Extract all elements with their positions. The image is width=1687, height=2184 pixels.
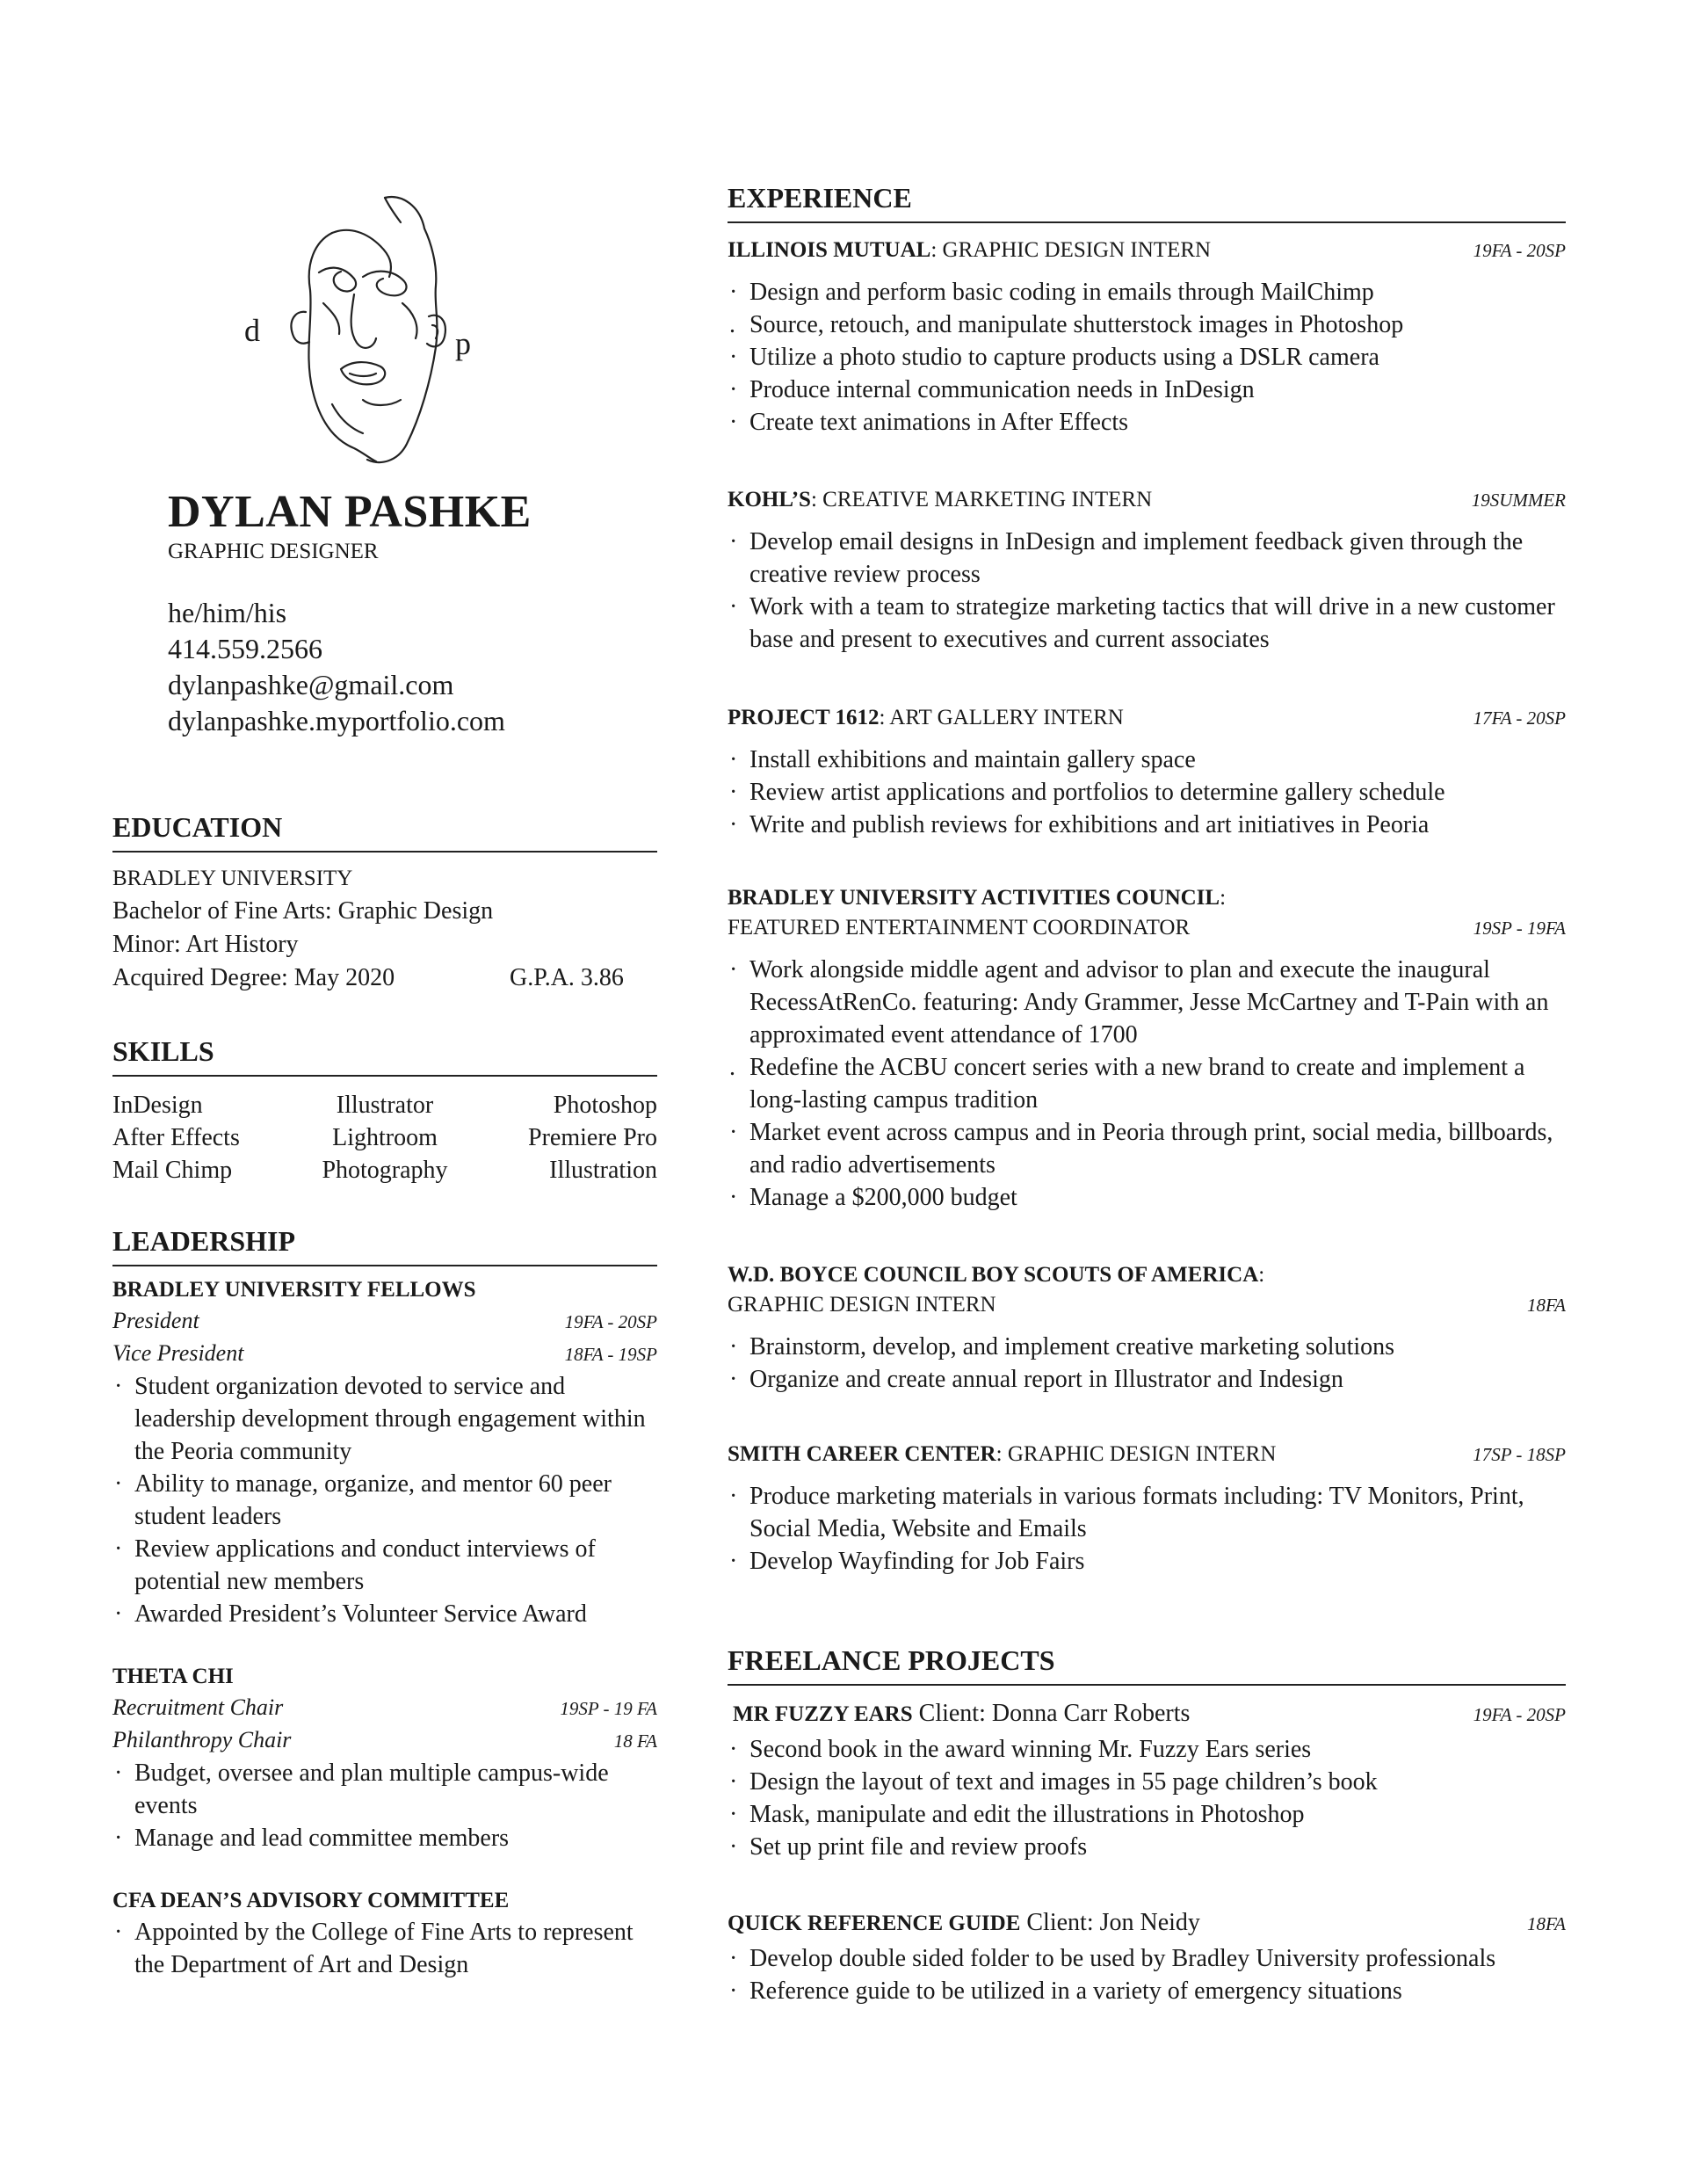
separator: : [1220,886,1227,910]
position-row [112,1724,657,1757]
education-section [112,811,657,995]
minor: Minor: Art History [112,931,299,958]
employer: BRADLEY UNIVERSITY ACTIVITIES COUNCIL [728,886,1220,910]
bullet-item: · Review applications and conduct interviews of potential new members [112,1533,657,1598]
job-role: GRAPHIC DESIGN INTERN [937,238,1212,262]
job-entry [728,1260,1566,1396]
project-client: Client: Jon Neidy [1020,1909,1200,1936]
separator: : [1258,1263,1265,1287]
job-role: FEATURED ENTERTAINMENT COORDINATOR [728,916,1191,940]
bullet-list [728,744,1566,841]
project-date: 19FA - 20SP [1473,1704,1566,1725]
bullet-item: · Mask, manipulate and edit the illustrations in Photoshop [728,1798,1566,1831]
bullet-item: · Work with a team to strategize marketing tactics that will drive in a new customer base and present to executives and current associates [728,591,1566,656]
job-header [728,485,1566,515]
bullet-item: . Source, retouch, and manipulate shutterstock images in Photoshop [728,308,1566,341]
job-subheader [728,1290,1566,1320]
bullet-item: . Redefine the ACBU concert series with a new brand to create and implement a long-lasting campus tradition [728,1051,1566,1116]
project-entry [728,1699,1566,1863]
job-entry [728,1440,1566,1578]
bullet-item: · Design and perform basic coding in emails through MailChimp [728,276,1566,308]
contact-block [168,595,505,739]
bullet-item: · Utilize a photo studio to capture products using a DSLR camera [728,341,1566,374]
skill-item: Photography [322,1157,448,1184]
bullet-item: · Awarded President’s Volunteer Service Award [112,1598,657,1630]
project-date: 18FA [1527,1913,1566,1934]
pronouns: he/him/his [168,597,287,628]
skill-item: Premiere Pro [528,1124,657,1151]
employer: KOHL’S [728,488,811,512]
separator: : [930,238,938,262]
job-header [728,236,1566,265]
job-entry [728,485,1566,656]
project-title: MR FUZZY EARS [733,1702,913,1726]
position-row [112,1692,657,1724]
gpa: G.P.A. 3.86 [510,964,624,991]
bullet-list [728,276,1566,439]
job-date: 19SUMMER [1471,490,1566,511]
job-entry [728,703,1566,841]
job-title: GRAPHIC DESIGNER [168,540,379,563]
bullet-list [112,1370,657,1630]
portfolio-url: dylanpashke.myportfolio.com [168,705,505,736]
job-role: CREATIVE MARKETING INTERN [816,488,1153,512]
job-date: 17FA - 20SP [1473,707,1566,729]
position-date: 18FA - 19SP [564,1344,657,1365]
bullet-item: · Produce internal communication needs in InDesign [728,374,1566,406]
skill-item: Photoshop [553,1092,657,1119]
monogram-d: d [244,313,260,348]
bullet-item: · Develop email designs in InDesign and implement feedback given through the creative review process [728,526,1566,591]
bullet-item: · Create text animations in After Effects [728,406,1566,439]
job-header [728,1440,1566,1469]
bullet-list [728,954,1566,1214]
bullet-item: · Design the layout of text and images in 55 page children’s book [728,1766,1566,1798]
project-title: QUICK REFERENCE GUIDE [728,1912,1021,1935]
org-name: CFA DEAN’S ADVISORY COMMITTEE [112,1889,510,1912]
job-role: ART GALLERY INTERN [885,706,1124,729]
leadership-section [112,1225,657,1981]
job-header [728,703,1566,733]
bullet-list [112,1757,657,1854]
employer: PROJECT 1612 [728,706,880,729]
job-header [728,883,1566,913]
email-address: dylanpashke@gmail.com [168,669,454,700]
project-header [728,1699,1566,1730]
position-title: President [112,1308,199,1333]
position-date: 19FA - 20SP [564,1311,657,1332]
job-role: GRAPHIC DESIGN INTERN [728,1293,996,1317]
bullet-item: · Produce marketing materials in various formats including: TV Monitors, Print, Social Media, Website and Emails [728,1480,1566,1545]
job-role: GRAPHIC DESIGN INTERN [1002,1442,1277,1466]
phone-number: 414.559.2566 [168,633,322,664]
job-date: 19FA - 20SP [1473,240,1566,261]
monogram-p: p [455,326,471,361]
person-name: DYLAN PASHKE [168,487,532,537]
skills-grid [112,1089,657,1186]
project-header [728,1908,1566,1939]
leadership-heading: LEADERSHIP [112,1225,657,1266]
bullet-item: · Budget, oversee and plan multiple campus-wide events [112,1757,657,1822]
portrait-logo [200,180,578,470]
bullet-item: · Manage and lead committee members [112,1822,657,1854]
position-date: 19SP - 19 FA [560,1698,657,1719]
position-title: Philanthropy Chair [112,1727,292,1752]
separator: : [996,1442,1003,1466]
bullet-item: · Install exhibitions and maintain gallery space [728,744,1566,776]
skill-item: After Effects [112,1124,240,1151]
bullet-item: · Review artist applications and portfolios to determine gallery schedule [728,776,1566,809]
org-name: BRADLEY UNIVERSITY FELLOWS [112,1278,476,1302]
bullet-item: · Develop Wayfinding for Job Fairs [728,1545,1566,1578]
bullet-item: · Work alongside middle agent and advisor to plan and execute the inaugural RecessAtRenCo. featuring: Andy Grammer, Jesse McCartney and T-Pain with an approximated event attendance of 1700 [728,954,1566,1051]
bullet-item: · Second book in the award winning Mr. Fuzzy Ears series [728,1733,1566,1766]
org-name: THETA CHI [112,1665,234,1688]
cfa-entry [112,1886,657,1981]
experience-heading: EXPERIENCE [728,182,1566,223]
skills-section [112,1035,657,1186]
degree: Bachelor of Fine Arts: Graphic Design [112,897,494,925]
bullet-item: · Brainstorm, develop, and implement creative marketing solutions [728,1331,1566,1363]
education-heading: EDUCATION [112,811,657,853]
bullet-list [112,1916,657,1981]
bullet-item: · Market event across campus and in Peoria through print, social media, billboards, and radio advertisements [728,1116,1566,1181]
employer: W.D. BOYCE COUNCIL BOY SCOUTS OF AMERICA [728,1263,1259,1287]
bullet-item: · Appointed by the College of Fine Arts to represent the Department of Art and Design [112,1916,657,1981]
bullet-item: · Write and publish reviews for exhibitions and art initiatives in Peoria [728,809,1566,841]
bullet-list [728,1331,1566,1396]
acquired-degree: Acquired Degree: May 2020 [112,964,395,991]
bullet-item: · Set up print file and review proofs [728,1831,1566,1863]
skill-item: Lightroom [332,1124,438,1151]
bullet-list [728,526,1566,656]
bullet-item: · Organize and create annual report in Illustrator and Indesign [728,1363,1566,1396]
skill-item: Mail Chimp [112,1157,233,1184]
job-entry [728,236,1566,439]
bullet-item: · Develop double sided folder to be used by Bradley University professionals [728,1942,1566,1975]
skills-heading: SKILLS [112,1035,657,1077]
skill-item: Illustration [549,1157,657,1184]
job-subheader [728,913,1566,943]
school-name: BRADLEY UNIVERSITY [112,867,353,890]
degree-date-row [112,961,657,995]
position-date: 18 FA [613,1731,657,1752]
bullet-list [728,1733,1566,1863]
job-date: 17SP - 18SP [1473,1444,1566,1465]
job-date: 19SP - 19FA [1473,918,1566,939]
separator: : [810,488,817,512]
skill-item: Illustrator [336,1092,434,1119]
position-row [112,1338,657,1370]
project-entry [728,1908,1566,2007]
job-entry [728,883,1566,1214]
position-row [112,1305,657,1338]
job-header [728,1260,1566,1290]
bullet-list [728,1480,1566,1578]
fellows-entry [112,1275,657,1630]
bullet-item: · Manage a $200,000 budget [728,1181,1566,1214]
job-date: 18FA [1527,1295,1566,1316]
position-title: Recruitment Chair [112,1694,284,1720]
bullet-item: · Reference guide to be utilized in a variety of emergency situations [728,1975,1566,2007]
project-client: Client: Donna Carr Roberts [912,1700,1191,1727]
theta-entry [112,1662,657,1854]
freelance-heading: FREELANCE PROJECTS [728,1644,1566,1686]
bullet-item: · Student organization devoted to service and leadership development through engagement within the Peoria community [112,1370,657,1468]
bullet-list [728,1942,1566,2007]
employer: SMITH CAREER CENTER [728,1442,996,1466]
bullet-item: · Ability to manage, organize, and mentor 60 peer student leaders [112,1468,657,1533]
skill-item: InDesign [112,1092,203,1119]
separator: : [879,706,886,729]
employer: ILLINOIS MUTUAL [728,238,931,262]
position-title: Vice President [112,1340,244,1366]
